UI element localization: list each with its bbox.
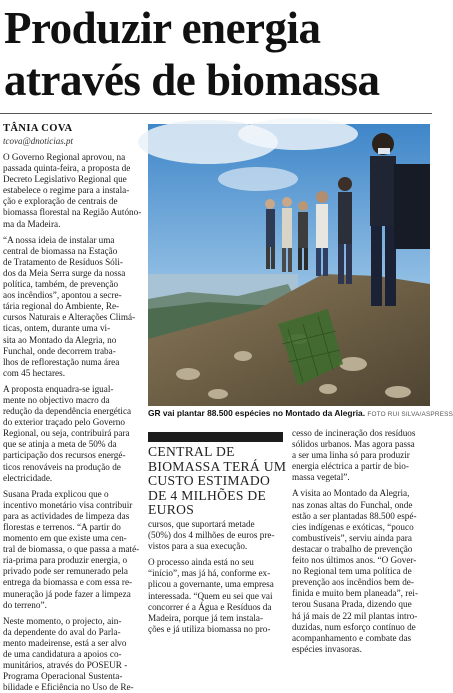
- article-text-line: momento em que existe uma cen-: [3, 533, 127, 544]
- article-text-line: “A nossa ideia de instalar uma: [3, 234, 115, 245]
- article-text-line: com 45 hectares.: [3, 367, 65, 378]
- article-text-line: O processo ainda está no seu: [148, 557, 254, 568]
- article-text-line: muneração já pode fazer a limpeza: [3, 588, 131, 599]
- article-text-line: para as actividades de limpeza das: [3, 510, 130, 521]
- article-text-line: “início”, mas já há, conforme ex-: [148, 568, 271, 579]
- article-text-line: lhos de reflorestação numa área: [3, 356, 120, 367]
- article-text-line: prevenção aos incêndios bem de-: [292, 577, 414, 588]
- article-text-line: destacar o trabalho de prevenção: [292, 543, 413, 554]
- article-text-line: mento madeirense, está a ser alvo: [3, 637, 127, 648]
- article-text-line: estabelece o regime para a instala-: [3, 185, 130, 196]
- author-name: TÂNIA COVA: [3, 123, 73, 134]
- article-text-line: cesso de incineração dos resíduos: [292, 428, 416, 438]
- headline-line-2: através de biomassa: [4, 55, 380, 105]
- article-text-line: interessada. “Quem eu sei que vai: [148, 590, 273, 601]
- pull-quote-line: CUSTO ESTIMADO: [148, 473, 271, 489]
- photo-credit: FOTO RUI SILVA/ASPRESS: [367, 411, 453, 418]
- article-text-line: ções e já utiliza biomassa no pro-: [148, 623, 271, 634]
- article-text-line: munitários, através do POSEUR -: [3, 660, 128, 671]
- article-text-line: ticas, ontem, durante uma vi-: [3, 323, 111, 334]
- article-text-line: duzidas, num esforço contínuo de: [292, 621, 416, 632]
- pull-quote-line: CENTRAL DE: [148, 444, 235, 459]
- headline: [4, 2, 428, 106]
- headline-divider: [0, 113, 432, 114]
- article-text-line: bilidade e Eficiência no Uso de Re-: [3, 682, 134, 693]
- article-text-line: privado pode ser remunerado pela: [3, 566, 129, 577]
- article-text-line: sólidos urbanos. Mas agora passa: [292, 439, 415, 450]
- article-text-line: entrega da biomassa e com essa re-: [3, 577, 133, 588]
- article-text-line: ticos renováveis na produção de: [3, 461, 121, 472]
- article-text-line: O Governo Regional aprovou, na: [3, 152, 126, 162]
- article-text-line: combustíveis”, serviu ainda para: [292, 532, 412, 543]
- article-text-line: Programa Operacional Sustenta-: [3, 671, 123, 682]
- photo-caption: [148, 408, 453, 422]
- article-text-line: estão a ser plantadas 88.500 espé-: [292, 510, 417, 521]
- article-text-line: sita ao Montado da Alegria, no: [3, 334, 117, 345]
- pull-quote-line: DE 4 MILHÕES DE: [148, 487, 267, 503]
- article-text-line: biomassa florestal na Região Autóno-: [3, 207, 142, 218]
- photo-caption-text: GR vai plantar 88.500 espécies no Montado da Alegria.: [148, 408, 366, 418]
- article-photo: [148, 124, 430, 406]
- article-column-3: [292, 428, 432, 654]
- pull-quote-bar: [148, 432, 283, 442]
- hillside-photo-illustration: [148, 124, 430, 406]
- article-text-line: política, também, de prevenção: [3, 279, 119, 290]
- article-text-line: a ser uma linha só para produzir: [292, 450, 410, 461]
- article-text-line: cies indígenas e exóticas, “pouco: [292, 521, 414, 532]
- article-text-line: cursos Naturais e Alterações Climá-: [3, 312, 136, 323]
- article-text-line: tral de biomassa, o que passa a maté-: [3, 544, 140, 555]
- article-text-line: massa vegetal”.: [292, 472, 350, 483]
- article-text-line: dos da Meia Serra surge da nossa: [3, 267, 126, 278]
- article-text-line: da dependente do aval do Parla-: [3, 626, 121, 637]
- headline-line-1: Produzir energia: [4, 3, 321, 53]
- article-text-line: do exterior traçado pelo Governo: [3, 417, 125, 428]
- article-text-line: (50%) dos 4 milhões de euros pre-: [148, 530, 275, 541]
- article-text-line: que se atinja a meta de 50% da: [3, 439, 117, 450]
- article-text-line: aos incêndios”, apontou a secre-: [3, 290, 122, 301]
- article-text-line: Decreto Legislativo Regional que: [3, 174, 127, 185]
- article-column-1: [3, 152, 143, 693]
- article-text-line: Regional, ou seja, contribuirá para: [3, 428, 130, 439]
- article-text-line: cursos, que suportará metade: [148, 519, 255, 529]
- article-text-line: no Regional tem uma política de: [292, 566, 412, 577]
- article-text-line: Susana Prada explicou que o: [3, 488, 109, 499]
- article-text-line: florestas e terrenos. “A partir do: [3, 522, 121, 532]
- author-email[interactable]: tcova@dnoticias.pt: [3, 136, 74, 146]
- pull-quote: [148, 445, 288, 518]
- article-text-line: incentivo monetário visa contribuir: [3, 499, 133, 510]
- article-text-line: ção e exploração de centrais de: [3, 196, 118, 207]
- article-text-line: plicou a governante, uma empresa: [148, 579, 274, 590]
- article-text-line: acompanhamento e combate das: [292, 632, 412, 643]
- article-text-line: finida e muito bem planeada”, rei-: [292, 588, 419, 599]
- article-text-line: espécies invasoras.: [292, 643, 362, 654]
- article-text-line: central de biomassa na Estação: [3, 245, 118, 256]
- article-text-line: vistos para a sua execução.: [148, 541, 248, 552]
- article-text-line: electricidade.: [3, 472, 53, 483]
- article-text-line: há já mais de 22 mil plantas intro-: [292, 610, 418, 621]
- article-text-line: feito nos últimos anos. “O Gover-: [292, 555, 417, 566]
- article-text-line: de uma candidatura a apoios co-: [3, 649, 122, 660]
- pull-quote-line: BIOMASSA TERÁ UM: [148, 458, 287, 474]
- article-text-line: concorrer é a Água e Resíduos da: [148, 601, 272, 612]
- article-text-line: terou Susana Prada, dizendo que: [292, 599, 412, 610]
- article-text-line: redução da dependência energética: [3, 406, 132, 417]
- article-text-line: do terreno”.: [3, 599, 47, 610]
- article-text-line: ma da Madeira.: [3, 218, 61, 229]
- article-text-line: Funchal, onde decorrem traba-: [3, 345, 116, 356]
- article-text-line: ria-prima para produzir energia, o: [3, 555, 128, 566]
- article-text-line: mente no objectivo macro da: [3, 394, 110, 405]
- article-text-line: tária regional do Ambiente, Re-: [3, 301, 120, 312]
- article-text-line: passada quinta-feira, a proposta de: [3, 163, 131, 174]
- article-text-line: de Tratamento de Resíduos Sóli-: [3, 256, 123, 267]
- article-text-line: Neste momento, o projecto, ain-: [3, 615, 122, 626]
- article-text-line: A proposta enquadra-se igual-: [3, 383, 114, 394]
- article-text-line: participação dos recursos energé-: [3, 450, 126, 461]
- article-text-line: Madeira, porque já tem instala-: [148, 612, 264, 623]
- article-column-2: [148, 519, 288, 637]
- article-text-line: A visita ao Montado da Alegria,: [292, 488, 410, 499]
- pull-quote-line: EUROS: [148, 502, 195, 518]
- article-text-line: energia eléctrica a partir de bio-: [292, 461, 409, 472]
- article-text-line: nas zonas altas do Funchal, onde: [292, 499, 413, 510]
